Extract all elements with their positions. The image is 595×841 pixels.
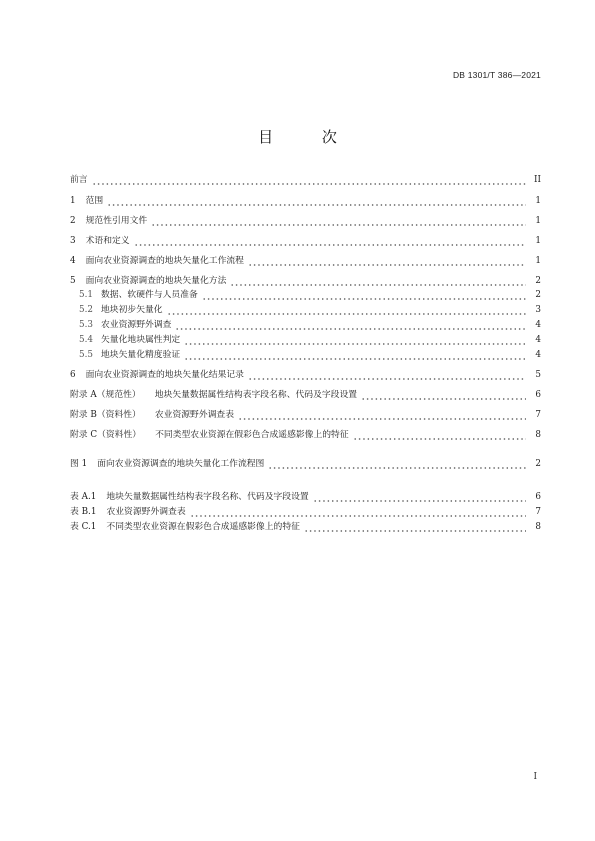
toc-entry-label <box>70 254 246 269</box>
dot-leader <box>202 298 526 300</box>
toc-entry-number: 5.4 <box>79 335 93 345</box>
page-title: 目 次 <box>258 128 359 146</box>
toc-entry-page: 2 <box>535 276 541 286</box>
toc-entry-number: 图 1 <box>70 459 88 469</box>
toc-entry[interactable] <box>70 194 541 209</box>
toc-entry-page: 3 <box>535 305 541 315</box>
dot-leader <box>134 244 526 246</box>
dot-leader <box>92 183 526 185</box>
toc-entry-page: 2 <box>535 459 541 469</box>
document-code: DB 1301/T 386—2021 <box>452 70 541 80</box>
dot-leader <box>184 358 526 360</box>
toc-entry-label <box>70 274 228 289</box>
dot-leader <box>230 284 526 286</box>
toc-entry-title: 数据、软硬件与人员准备 <box>101 290 198 300</box>
dot-leader <box>151 224 526 226</box>
dot-leader <box>353 438 526 440</box>
toc-entry-number: 3 <box>70 236 76 246</box>
toc-entry-title: 不同类型农业资源在假彩色合成遥感影像上的特征 <box>155 430 349 440</box>
toc-entry-number: 表 B.1 <box>70 507 97 517</box>
dot-leader <box>313 500 526 502</box>
toc-entry-page: 1 <box>535 196 541 206</box>
toc-entry-title: 面向农业资源调查的地块矢量化工作流程 <box>85 256 244 266</box>
toc-entry-page: 4 <box>535 335 541 345</box>
toc-entry-label <box>70 194 105 209</box>
toc-entry[interactable] <box>70 214 541 229</box>
toc-entry-title: 面向农业资源调查的地块矢量化工作流程图 <box>97 459 265 469</box>
toc-entry-title: 前言 <box>70 175 88 185</box>
toc-entry-page: 5 <box>535 370 541 380</box>
toc-entry-title: 面向农业资源调查的地块矢量化结果记录 <box>85 370 244 380</box>
toc-entry[interactable] <box>70 173 541 188</box>
toc-entry-page: 4 <box>535 320 541 330</box>
dot-leader <box>190 515 526 517</box>
toc-entry-label <box>70 368 246 383</box>
toc-entry-label <box>70 234 132 249</box>
toc-entry-label <box>79 303 165 318</box>
toc-entry-number: 5 <box>70 276 76 286</box>
toc-entry[interactable] <box>70 368 541 383</box>
dot-leader <box>167 313 526 315</box>
toc-entry-number: 附录 B（资料性） <box>70 410 141 420</box>
dot-leader <box>175 328 526 330</box>
toc-entry-title: 规范性引用文件 <box>85 216 148 226</box>
toc-entry-number: 5.5 <box>79 350 93 360</box>
toc-entry[interactable] <box>70 428 541 443</box>
dot-leader <box>248 264 526 266</box>
toc-entry-number: 1 <box>70 196 76 206</box>
toc-entry-title: 地块矢量数据属性结构表字段名称、代码及字段设置 <box>154 390 358 400</box>
toc-entry-title: 地块矢量数据属性结构表字段名称、代码及字段设置 <box>106 492 309 502</box>
toc-entry-title: 农业资源野外调查表 <box>106 507 186 517</box>
toc-entry-number: 5.1 <box>79 290 93 300</box>
toc-entry-label <box>70 505 188 520</box>
dot-leader <box>268 467 526 469</box>
toc-entry-title: 面向农业资源调查的地块矢量化方法 <box>85 276 227 286</box>
toc-entry[interactable] <box>70 520 541 535</box>
toc-entry[interactable] <box>79 333 541 348</box>
toc-entry[interactable] <box>79 348 541 363</box>
toc-entry-title: 地块初步矢量化 <box>101 305 163 315</box>
toc-entry-label <box>70 173 90 188</box>
toc-entry[interactable] <box>79 318 541 333</box>
toc-entry[interactable] <box>70 490 541 505</box>
toc-entry-label <box>70 520 302 535</box>
toc-entry-label <box>79 333 182 348</box>
toc-entry-title: 范围 <box>85 196 104 206</box>
toc-entry-label <box>79 348 182 363</box>
toc-entry-title: 术语和定义 <box>85 236 130 246</box>
toc-entry-number: 附录 A（规范性） <box>70 390 141 400</box>
toc-entry-page: 6 <box>535 492 541 502</box>
toc-entry-page: 4 <box>535 350 541 360</box>
toc-entry-title: 地块矢量化精度验证 <box>101 350 181 360</box>
toc-entry[interactable] <box>70 408 541 423</box>
toc-entry-label <box>70 428 351 443</box>
toc-entry[interactable] <box>79 303 541 318</box>
toc-entry-page: 2 <box>535 290 541 300</box>
toc-entry-label <box>70 490 311 505</box>
toc-entry-label <box>79 318 173 333</box>
toc-entry-number: 5.3 <box>79 320 93 330</box>
toc-entry-label <box>70 457 266 472</box>
toc-entry-number: 4 <box>70 256 76 266</box>
toc-entry[interactable] <box>70 274 541 289</box>
dot-leader <box>304 530 526 532</box>
toc-entry-title: 不同类型农业资源在假彩色合成遥感影像上的特征 <box>106 522 300 532</box>
toc-entry[interactable] <box>70 505 541 520</box>
toc-entry-title: 农业资源野外调查表 <box>154 410 235 420</box>
toc-entry-label <box>79 288 200 303</box>
toc-entry-title: 矢量化地块属性判定 <box>101 335 181 345</box>
toc-entry[interactable] <box>79 288 541 303</box>
toc-entry[interactable] <box>70 254 541 269</box>
dot-leader <box>107 204 526 206</box>
toc-entry-number: 表 C.1 <box>70 522 97 532</box>
toc-entry-page: 7 <box>535 410 541 420</box>
toc-entry-page: 8 <box>535 522 541 532</box>
toc-entry-page: 7 <box>535 507 541 517</box>
dot-leader <box>248 378 526 380</box>
toc-entry-page: 6 <box>535 390 541 400</box>
page-number: I <box>533 772 537 782</box>
dot-leader <box>184 343 526 345</box>
toc-entry-number: 6 <box>70 370 76 380</box>
toc-entry-page: 1 <box>535 236 541 246</box>
toc-entry-page: 1 <box>535 256 541 266</box>
toc-entry-page: 1 <box>535 216 541 226</box>
toc-entry-label <box>70 388 359 403</box>
toc-entry-title: 农业资源野外调查 <box>101 320 172 330</box>
toc-entry-number: 2 <box>70 216 76 226</box>
toc-entry-label <box>70 408 236 423</box>
toc-entry-page: II <box>534 175 541 185</box>
toc-entry[interactable] <box>70 234 541 249</box>
toc-entry-page: 8 <box>535 430 541 440</box>
toc-entry[interactable] <box>70 457 541 472</box>
dot-leader <box>238 418 526 420</box>
toc-entry-number: 5.2 <box>79 305 93 315</box>
toc-entry[interactable] <box>70 388 541 403</box>
toc-entry-label <box>70 214 149 229</box>
toc-entry-number: 表 A.1 <box>70 492 97 502</box>
dot-leader <box>361 398 526 400</box>
toc-entry-number: 附录 C（资料性） <box>70 430 142 440</box>
